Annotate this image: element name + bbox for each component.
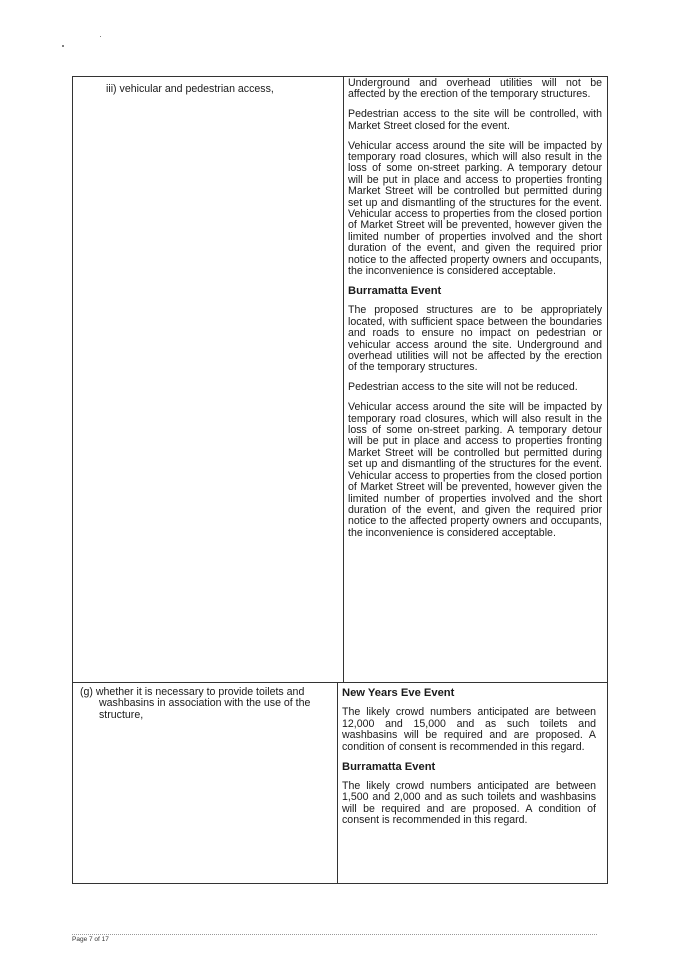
- paragraph: Underground and overhead utilities will not be affected by the erection of the temporary structures.: [348, 77, 602, 101]
- section-heading: New Years Eve Event: [342, 687, 455, 699]
- page-number: Page 7 of 17: [72, 936, 109, 943]
- paragraph: Vehicular access around the site will be impacted by temporary road closures, which will also result in the loss of some on-street parking. A temporary detour will be put in place and access to properties fronting Market Street will be controlled but permitted during set up and dismantling of the structures for the event. Vehicular access to properties from the closed portion of Market Street will be prevented, however given the limited number of properties involved and the short duration of the event, and given the required prior notice to the affected property owners and occupants, the inconvenience is considered acceptable.: [348, 401, 602, 539]
- row-divider: [72, 682, 608, 683]
- criterion-vehicular-access: iii) vehicular and pedestrian access,: [106, 83, 274, 95]
- paragraph: The likely crowd numbers anticipated are between 1,500 and 2,000 and as such toilets and washbasins will be required and are proposed. A condition of consent is recommended in this regard.: [342, 779, 596, 827]
- footer-rule: [72, 934, 597, 935]
- paragraph: The proposed structures are to be appropriately located, with sufficient space between the boundaries and roads to ensure no impact on pedestrian or vehicular access around the site. Underground and overhead utilities will not be affected by the erection of the temporary structures.: [348, 304, 602, 374]
- scan-speck: [100, 36, 101, 37]
- criterion-toilets-washbasins: (g) whether it is necessary to provide toilets and washbasins in association with the use of the structure,: [80, 686, 311, 721]
- section-heading: Burramatta Event: [348, 285, 442, 297]
- response-cell-access: [348, 78, 602, 548]
- paragraph: Pedestrian access to the site will not be reduced.: [348, 381, 578, 394]
- response-cell-toilets: [342, 688, 596, 835]
- scan-speck: [62, 45, 64, 47]
- paragraph: The likely crowd numbers anticipated are between 12,000 and 15,000 and as such toilets and washbasins will be required and are proposed. A condition of consent is recommended in this regard.: [342, 706, 596, 753]
- column-divider-lower: [337, 682, 338, 884]
- paragraph: Pedestrian access to the site will be controlled, with Market Street closed for the event.: [348, 108, 602, 132]
- column-divider-upper: [343, 76, 344, 682]
- paragraph: Vehicular access around the site will be impacted by temporary road closures, which will also result in the loss of some on-street parking. A temporary detour will be put in place and access to properties fronting Market Street will be controlled but permitted during set up and dismantling of the structures for the event. Vehicular access to properties from the closed portion of Market Street will be prevented, however given the limited number of properties involved and the short duration of the event, and given the required prior notice to the affected property owners and occupants, the inconvenience is considered acceptable.: [348, 139, 602, 278]
- section-heading: Burramatta Event: [342, 760, 436, 773]
